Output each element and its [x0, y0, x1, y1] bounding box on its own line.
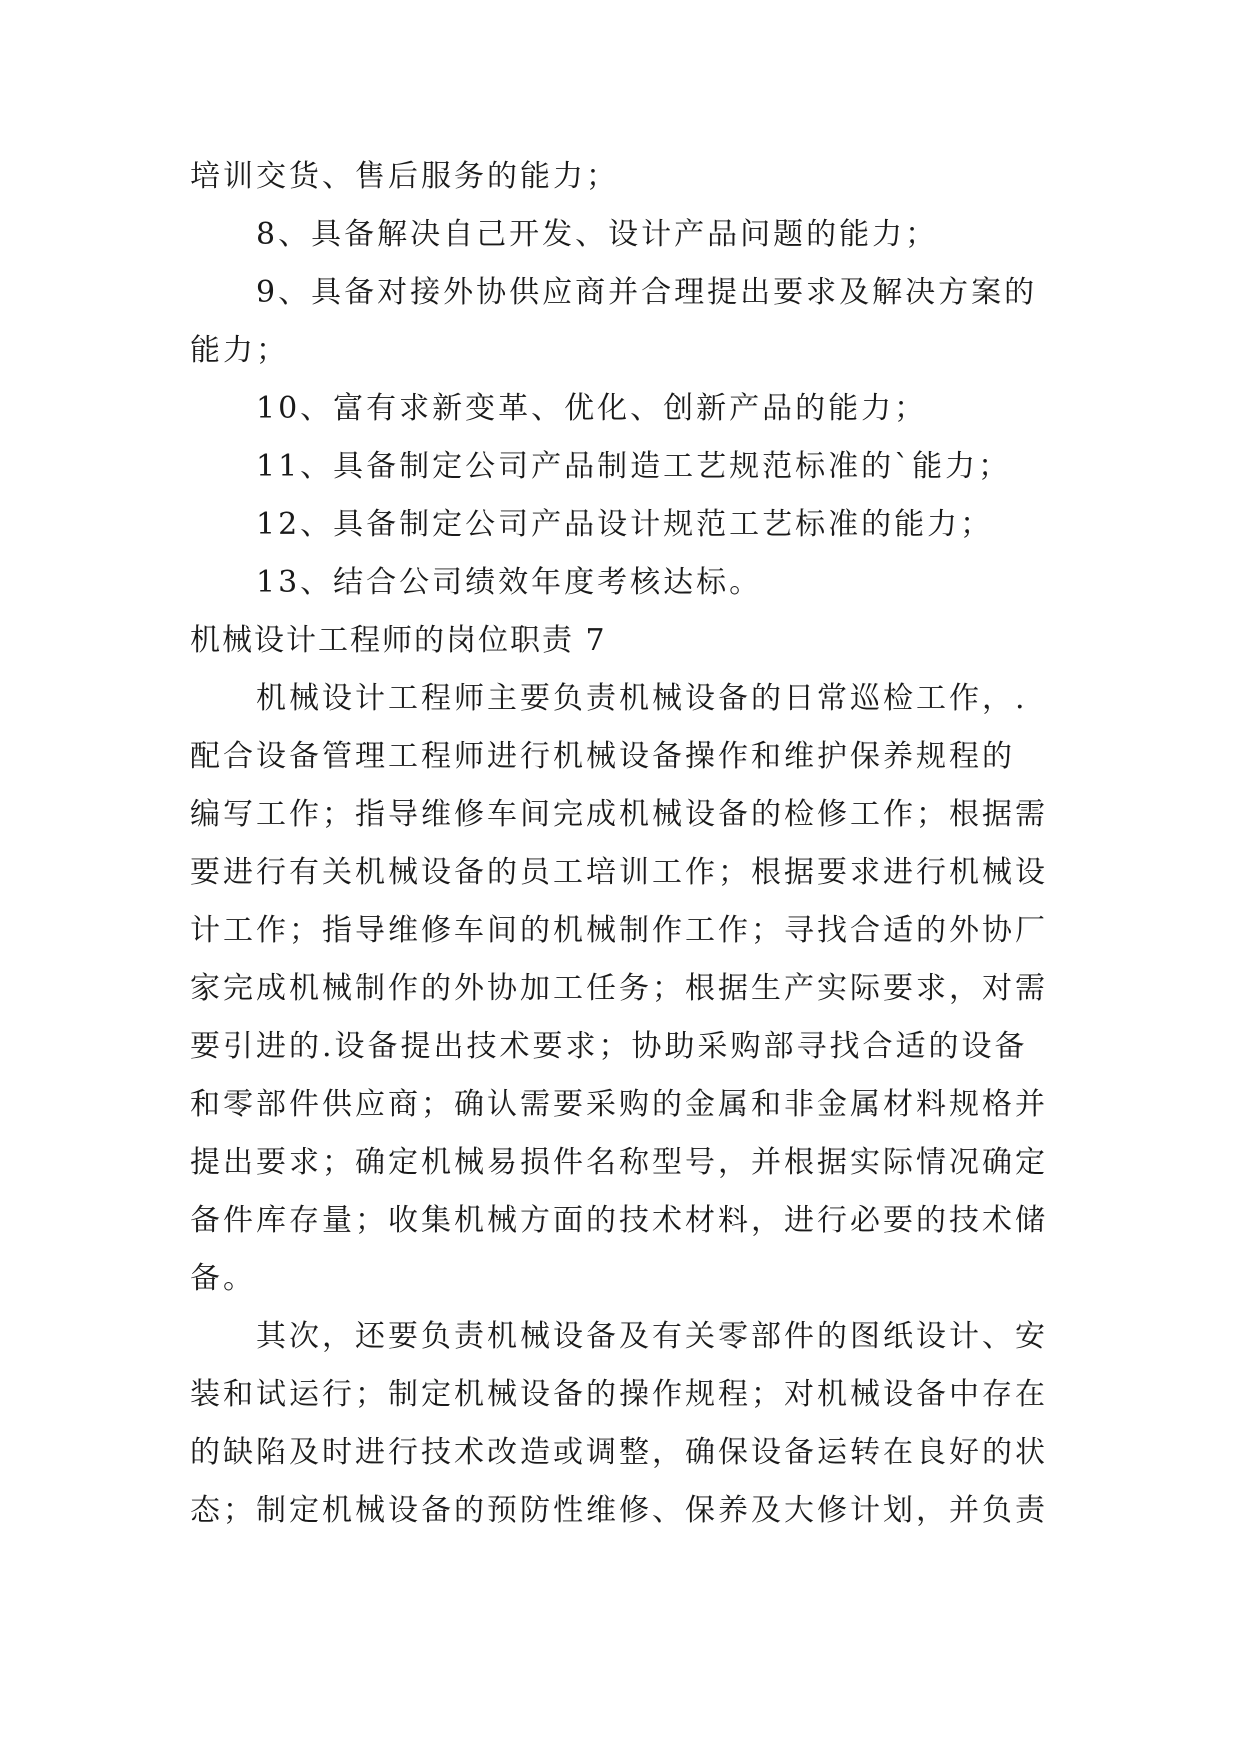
- list-item: 13、结合公司绩效年度考核达标。: [256, 565, 763, 600]
- text-line: 能力；: [190, 333, 289, 368]
- list-item: 8、具备解决自己开发、设计产品问题的能力；: [256, 217, 939, 252]
- paragraph-line: 编写工作；指导维修车间完成机械设备的检修工作；根据需: [190, 797, 1048, 832]
- paragraph-line: 家完成机械制作的外协加工任务；根据生产实际要求，对需: [190, 971, 1048, 1006]
- text-line: 培训交货、售后服务的能力；: [190, 159, 619, 194]
- paragraph-line: 机械设计工程师主要负责机械设备的日常巡检工作，.: [256, 681, 1028, 716]
- list-item: 9、具备对接外协供应商并合理提出要求及解决方案的: [256, 275, 1038, 310]
- document-page: [190, 148, 1058, 1540]
- paragraph-line: 装和试运行；制定机械设备的操作规程；对机械设备中存在: [190, 1377, 1048, 1412]
- list-item: 10、富有求新变革、优化、创新产品的能力；: [256, 391, 928, 426]
- paragraph-line: 备件库存量；收集机械方面的技术材料，进行必要的技术储: [190, 1203, 1048, 1238]
- paragraph-line: 备。: [190, 1261, 256, 1296]
- paragraph-line: 和零部件供应商；确认需要采购的金属和非金属材料规格并: [190, 1087, 1048, 1122]
- list-item: 12、具备制定公司产品设计规范工艺标准的能力；: [256, 507, 994, 542]
- paragraph-line: 配合设备管理工程师进行机械设备操作和维护保养规程的: [190, 739, 1015, 774]
- section-heading: 机械设计工程师的岗位职责 7: [190, 623, 607, 658]
- paragraph-line: 提出要求；确定机械易损件名称型号，并根据实际情况确定: [190, 1145, 1048, 1180]
- paragraph-line: 的缺陷及时进行技术改造或调整，确保设备运转在良好的状: [190, 1435, 1048, 1470]
- paragraph-line: 要进行有关机械设备的员工培训工作；根据要求进行机械设: [190, 855, 1048, 890]
- paragraph-line: 计工作；指导维修车间的机械制作工作；寻找合适的外协厂: [190, 913, 1048, 948]
- list-item: 11、具备制定公司产品制造工艺规范标准的`能力；: [256, 449, 1012, 484]
- paragraph-line: 态；制定机械设备的预防性维修、保养及大修计划，并负责: [190, 1493, 1048, 1528]
- paragraph-line: 其次，还要负责机械设备及有关零部件的图纸设计、安: [256, 1319, 1048, 1354]
- paragraph-line: 要引进的.设备提出技术要求；协助采购部寻找合适的设备: [190, 1029, 1028, 1064]
